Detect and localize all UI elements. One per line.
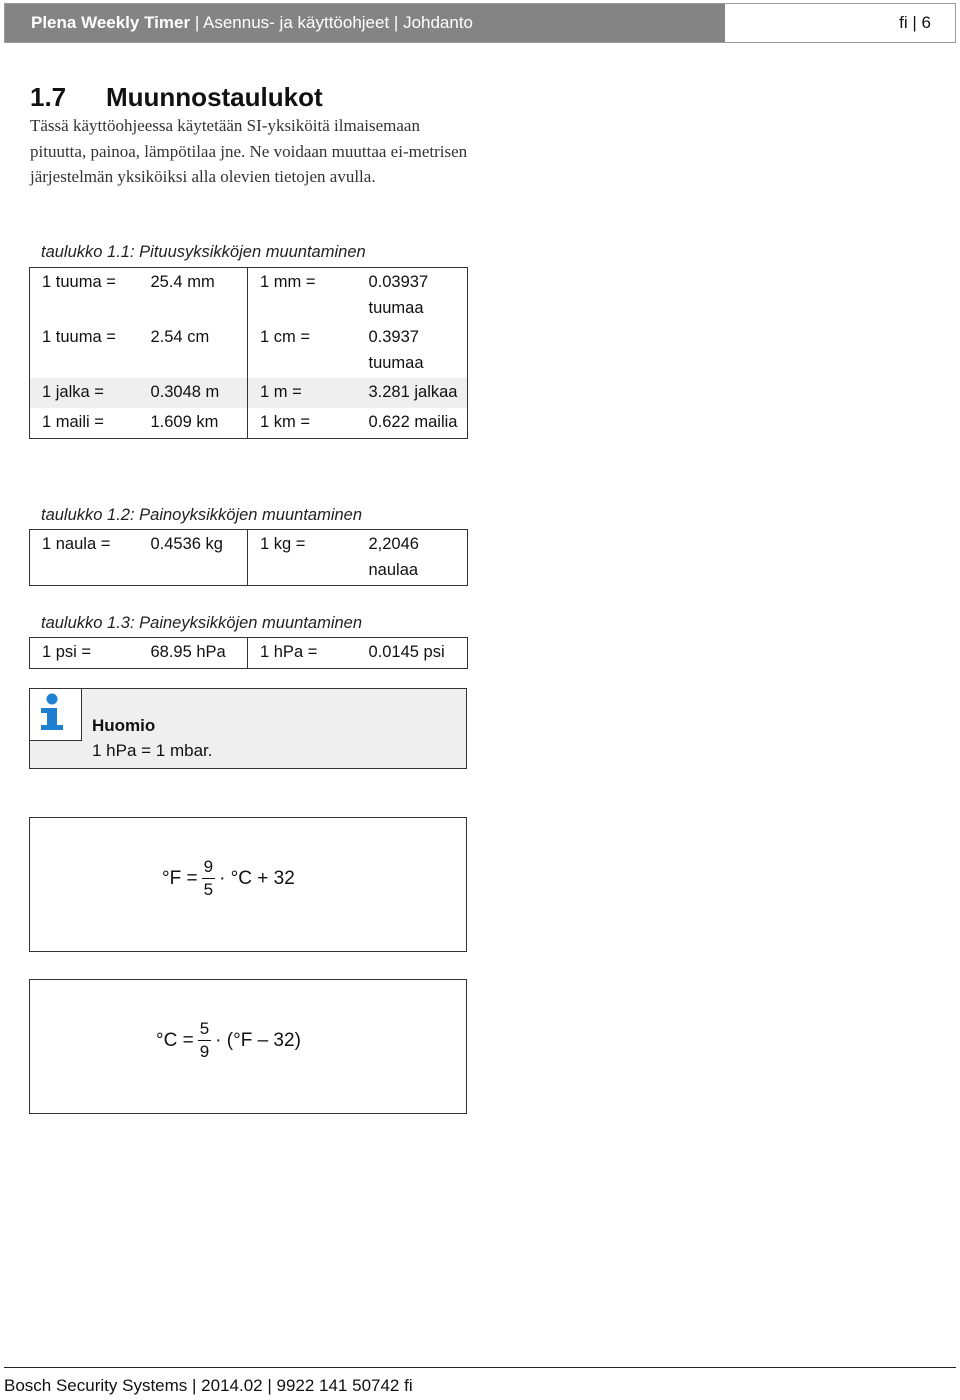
table-row [30,408,468,438]
pressure-conversion-table [29,637,468,669]
fraction-denominator: 5 [203,880,214,899]
table-caption-length: taulukko 1.1: Pituusyksikköjen muuntaminen [41,243,366,261]
footer-company: Bosch Security Systems [4,1376,188,1395]
footer-divider [4,1367,956,1368]
section-number: 1.7 [30,82,67,112]
intro-paragraph: Tässä käyttöohjeessa käytetään SI-yksiköitä ilmaisemaan pituutta, painoa, lämpötilaa jne. Ne voidaan muuttaa ei-metrisen järjestelmän yksiköiksi alla olevien tietojen avulla. [30,116,468,187]
table-cell: 0.3048 m [139,378,248,408]
fraction-denominator: 9 [199,1042,210,1061]
table-cell: 0.0145 psi [368,643,445,661]
table-cell: 1 mm = [260,273,316,291]
weight-conversion-table [29,529,468,586]
table-cell: 1 km = [260,412,310,431]
header-page-info: fi | 6 [899,13,931,32]
table-row [30,323,468,378]
table-caption-pressure: taulukko 1.3: Paineyksikköjen muuntaminen [41,614,363,632]
fraction-numerator: 9 [202,856,215,879]
formula-box-celsius [29,979,467,1114]
formula-fahrenheit [162,856,295,901]
table-row [30,530,468,586]
table-cell: 25.4 mm [139,268,248,324]
formula-lhs: °F = [162,867,198,889]
note-text: 1 hPa = 1 mbar. [92,741,213,760]
table-cell: 68.95 hPa [139,638,248,669]
table-cell: 3.281 jalkaa [357,378,468,408]
formula-lhs: °C = [156,1029,194,1051]
header-chapter: Johdanto [403,13,474,32]
formula-box-fahrenheit [29,817,467,952]
table-cell: 0.4536 kg [139,530,248,586]
header-breadcrumb: Plena Weekly Timer | Asennus- ja käyttöohjeet | Johdanto [5,4,725,42]
footer-doc-number: 9922 141 50742 fi [276,1376,413,1395]
footer-date: 2014.02 [201,1376,263,1395]
table-cell: 1 psi = [42,643,92,661]
table-cell: 1 jalka = [30,378,139,408]
table-cell: 2.54 cm [139,323,248,378]
table-cell: 1 tuuma = [42,328,116,347]
table-cell: 1 naula = [42,535,111,553]
table-cell: 2,2046 naulaa [368,535,419,579]
section-title [30,82,323,113]
table-cell: 1 maili = [42,412,104,431]
page-footer: Bosch Security Systems | 2014.02 | 9922 141 50742 fi [4,1376,413,1395]
info-icon [30,689,82,741]
table-cell: 0.3937 tuumaa [368,328,424,372]
table-caption-weight: taulukko 1.2: Painoyksikköjen muuntaminen [41,506,363,524]
table-cell: 0.622 mailia [368,412,458,431]
table-cell: 1 m = [248,378,357,408]
table-cell: 1 kg = [260,535,306,553]
formula-fraction [198,1018,211,1063]
formula-rhs: · °C + 32 [219,867,295,889]
fraction-numerator: 5 [198,1018,211,1041]
note-title: Huomio [92,716,156,735]
note-box [29,688,467,769]
header-page-number: 6 [921,13,931,32]
table-cell: 1 cm = [260,328,310,347]
table-cell: 0.03937 tuumaa [368,273,429,317]
table-row [30,638,468,669]
header-doc-type: Asennus- ja käyttöohjeet [203,13,390,32]
table-cell: 1 hPa = [260,643,318,661]
header-product: Plena Weekly Timer [31,13,191,32]
table-cell: 1.609 km [139,408,248,438]
formula-fraction [202,856,215,901]
table-row [30,268,468,324]
header-language: fi [899,13,908,32]
section-title-text: Muunnostaulukot [106,82,323,112]
formula-rhs: · (°F – 32) [215,1029,301,1051]
table-row [30,378,468,408]
formula-celsius [156,1018,301,1063]
page-header [4,3,956,43]
length-conversion-table [29,267,468,439]
table-cell: 1 tuuma = [42,273,116,291]
